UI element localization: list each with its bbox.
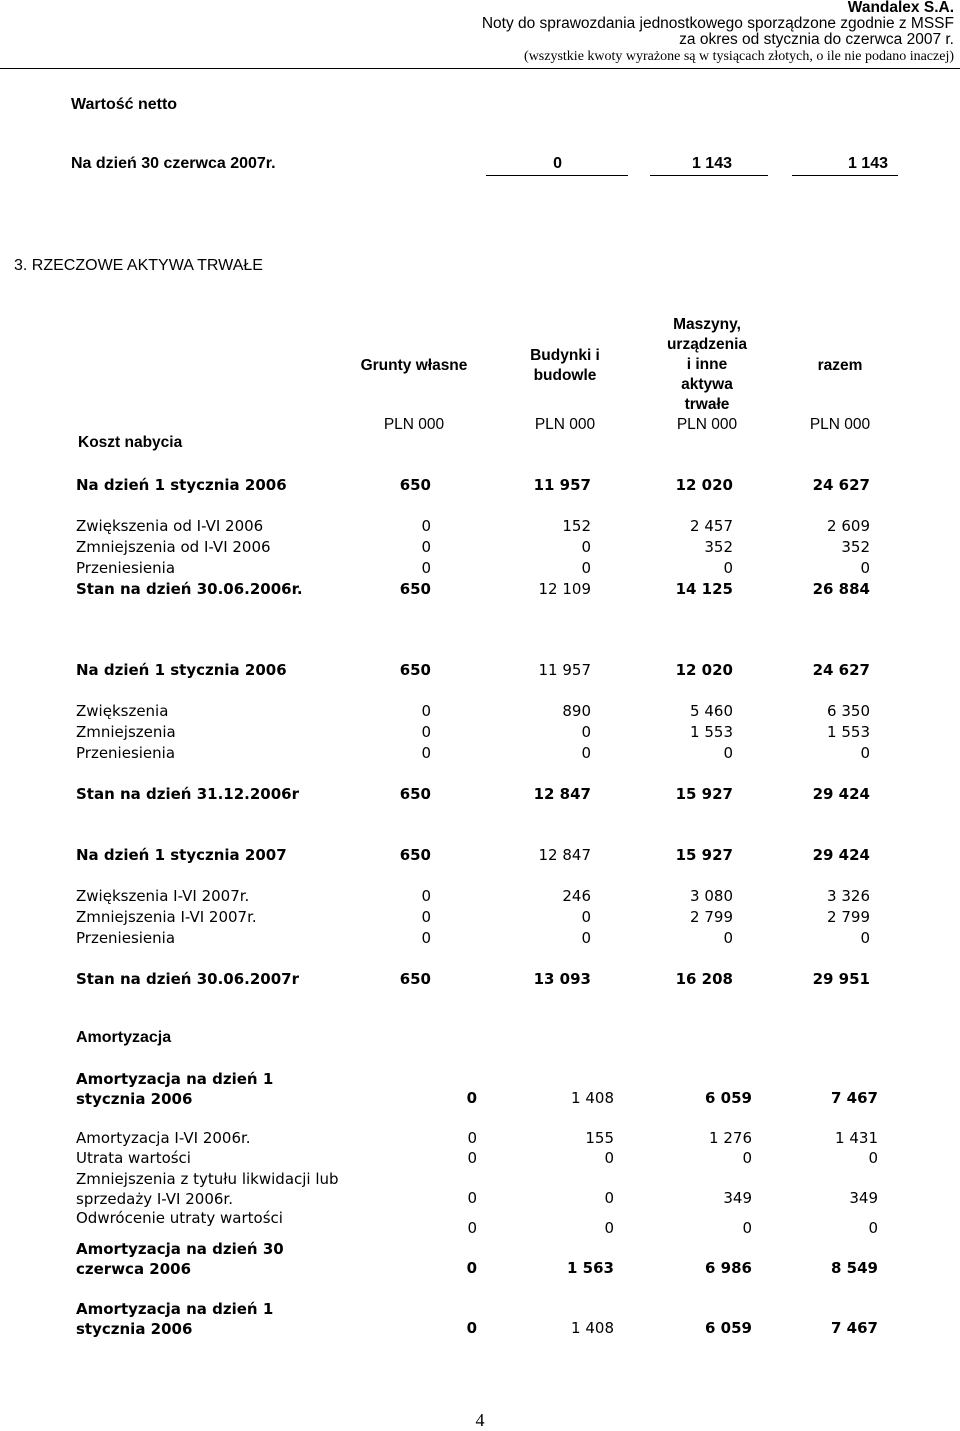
table-cell-col4: 0 — [860, 929, 870, 947]
table-cell-col4: 29 424 — [812, 785, 870, 803]
table-cell-col3: 14 125 — [675, 580, 733, 598]
table-cell-col4: 29 424 — [812, 846, 870, 864]
netto-value-1: 0 — [553, 155, 562, 172]
table-cell-col3: 12 020 — [675, 476, 733, 494]
table-cell-col1: 0 — [421, 538, 431, 556]
table-cell-col2: 11 957 — [538, 661, 591, 679]
col-header-budynki — [500, 346, 630, 386]
header-line-2: za okres od stycznia do czerwca 2007 r. — [679, 31, 954, 48]
table-row-label: Stan na dzień 30.06.2006r. — [76, 580, 303, 598]
table-row-label: Zmniejszenia I-VI 2007r. — [76, 908, 257, 926]
table-cell-col3: 15 927 — [675, 846, 733, 864]
amort-r1-col3: 1 276 — [709, 1129, 752, 1147]
amort-open1-col4: 7 467 — [831, 1089, 878, 1107]
header-line-3: (wszystkie kwoty wyrażone są w tysiącach złotych, o ile nie podano inaczej) — [524, 49, 954, 64]
amort-close-label — [76, 1239, 284, 1279]
netto-underline-1 — [486, 175, 628, 176]
col-header-budynki-line-1: Budynki i — [530, 347, 600, 364]
table-cell-col2: 12 847 — [533, 785, 591, 803]
table-cell-col3: 2 457 — [690, 517, 733, 535]
amort-open2-col4: 7 467 — [831, 1319, 878, 1337]
table-cell-col3: 0 — [723, 744, 733, 762]
table-cell-col1: 650 — [399, 661, 431, 679]
table-cell-col4: 0 — [860, 559, 870, 577]
table-cell-col3: 352 — [704, 538, 733, 556]
table-cell-col2: 890 — [562, 702, 591, 720]
table-row-label: Na dzień 1 stycznia 2006 — [76, 661, 287, 679]
table-cell-col3: 1 553 — [690, 723, 733, 741]
table-cell-col1: 0 — [421, 723, 431, 741]
amort-close-label-line-2: czerwca 2006 — [76, 1260, 192, 1278]
table-row-label: Zwiększenia od I-VI 2006 — [76, 517, 264, 535]
amort-r2-col3: 0 — [742, 1149, 752, 1167]
table-cell-col1: 650 — [399, 476, 431, 494]
table-cell-col4: 29 951 — [812, 970, 870, 988]
col-header-maszyny — [638, 315, 776, 415]
table-cell-col2: 0 — [581, 929, 591, 947]
table-cell-col1: 0 — [421, 517, 431, 535]
amort-r1-label: Amortyzacja I-VI 2006r. — [76, 1129, 251, 1147]
table-row-label: Na dzień 1 stycznia 2006 — [76, 476, 287, 494]
amort-r3-col2: 0 — [604, 1189, 614, 1207]
amort-open1-label — [76, 1069, 273, 1109]
netto-value-2: 1 143 — [691, 155, 732, 172]
table-cell-col2: 0 — [581, 723, 591, 741]
table-cell-col3: 5 460 — [690, 702, 733, 720]
company-name: Wandalex S.A. — [847, 0, 954, 16]
netto-underline-2 — [650, 175, 768, 176]
col-header-maszyny-line-2: urządzenia — [666, 336, 748, 353]
unit-razem: PLN 000 — [809, 416, 871, 433]
amort-open1-label-line-1: Amortyzacja na dzień 1 — [76, 1070, 274, 1088]
table-cell-col4: 24 627 — [812, 661, 870, 679]
amort-open2-col1: 0 — [466, 1319, 477, 1337]
amort-r3-col4: 349 — [849, 1189, 878, 1207]
page-number: 4 — [475, 1410, 485, 1430]
table-cell-col1: 0 — [421, 929, 431, 947]
amort-open2-label-line-1: Amortyzacja na dzień 1 — [76, 1300, 274, 1318]
table-cell-col1: 0 — [421, 887, 431, 905]
amort-r4-col4: 0 — [868, 1219, 878, 1237]
amort-r2-col2: 0 — [604, 1149, 614, 1167]
amort-r3-col1: 0 — [467, 1189, 477, 1207]
unit-maszyny: PLN 000 — [676, 416, 738, 433]
table-cell-col3: 0 — [723, 559, 733, 577]
amort-r3-label-line-2: sprzedaży I-VI 2006r. — [76, 1190, 233, 1208]
table-row-label: Na dzień 1 stycznia 2007 — [76, 846, 287, 864]
table-row-label: Zwiększenia — [76, 702, 169, 720]
table-row-label: Zmniejszenia — [76, 723, 176, 741]
table-cell-col2: 12 847 — [538, 846, 591, 864]
table-cell-col4: 6 350 — [827, 702, 870, 720]
amort-r3-label — [76, 1169, 339, 1209]
table-cell-col1: 650 — [399, 970, 431, 988]
table-row-label: Stan na dzień 31.12.2006r — [76, 785, 299, 803]
amort-open1-col3: 6 059 — [705, 1089, 752, 1107]
amort-r4-col3: 0 — [742, 1219, 752, 1237]
header-rule — [0, 68, 960, 69]
col-header-maszyny-line-1: Maszyny, — [673, 316, 741, 333]
unit-grunty: PLN 000 — [383, 416, 445, 433]
amort-close-col3: 6 986 — [705, 1259, 752, 1277]
table-cell-col1: 650 — [399, 846, 431, 864]
amort-close-label-line-1: Amortyzacja na dzień 30 — [76, 1240, 284, 1258]
amort-close-col2: 1 563 — [567, 1259, 614, 1277]
table-cell-col1: 0 — [421, 559, 431, 577]
amort-r2-label: Utrata wartości — [76, 1149, 191, 1167]
col-header-maszyny-line-3: i inne — [686, 356, 728, 373]
table-cell-col2: 152 — [562, 517, 591, 535]
amort-open2-label-line-2: stycznia 2006 — [76, 1320, 193, 1338]
netto-title: Wartość netto — [71, 96, 178, 113]
table-cell-col2: 12 109 — [538, 580, 591, 598]
table-cell-col2: 13 093 — [533, 970, 591, 988]
table-cell-col3: 2 799 — [690, 908, 733, 926]
amort-open1-col2: 1 408 — [571, 1089, 614, 1107]
table-cell-col2: 246 — [562, 887, 591, 905]
unit-budynki: PLN 000 — [534, 416, 596, 433]
amort-r1-col2: 155 — [585, 1129, 614, 1147]
amort-r2-col4: 0 — [868, 1149, 878, 1167]
table-cell-col3: 15 927 — [675, 785, 733, 803]
amort-close-col1: 0 — [466, 1259, 477, 1277]
table-cell-col3: 0 — [723, 929, 733, 947]
table-cell-col1: 0 — [421, 744, 431, 762]
table-cell-col4: 2 609 — [827, 517, 870, 535]
table-cell-col3: 16 208 — [675, 970, 733, 988]
table-cell-col3: 12 020 — [675, 661, 733, 679]
amort-title: Amortyzacja — [76, 1029, 172, 1046]
amort-open2-col3: 6 059 — [705, 1319, 752, 1337]
table-cell-col1: 650 — [399, 580, 431, 598]
table-row-label: Przeniesienia — [76, 559, 176, 577]
col-header-razem: razem — [817, 357, 863, 374]
amort-r4-col2: 0 — [604, 1219, 614, 1237]
table-cell-col1: 0 — [421, 908, 431, 926]
amort-r4-col1: 0 — [467, 1219, 477, 1237]
col-header-grunty: Grunty własne — [360, 357, 468, 374]
amort-r1-col1: 0 — [467, 1129, 477, 1147]
netto-row-label: Na dzień 30 czerwca 2007r. — [71, 155, 276, 172]
table-cell-col2: 0 — [581, 908, 591, 926]
amort-r3-label-line-1: Zmniejszenia z tytułu likwidacji lub — [76, 1170, 339, 1188]
amort-r2-col1: 0 — [467, 1149, 477, 1167]
amort-r1-col4: 1 431 — [835, 1129, 878, 1147]
amort-r3-col3: 349 — [723, 1189, 752, 1207]
table-cell-col4: 0 — [860, 744, 870, 762]
col-header-maszyny-line-4: aktywa — [681, 376, 733, 393]
table-cell-col3: 3 080 — [690, 887, 733, 905]
table-cell-col4: 3 326 — [827, 887, 870, 905]
amort-open2-label — [76, 1299, 273, 1339]
netto-value-3: 1 143 — [847, 155, 888, 172]
table-cell-col2: 11 957 — [533, 476, 591, 494]
table-cell-col4: 24 627 — [812, 476, 870, 494]
table-cell-col1: 0 — [421, 702, 431, 720]
table-cell-col2: 0 — [581, 538, 591, 556]
table-cell-col1: 650 — [399, 785, 431, 803]
table-row-label: Przeniesienia — [76, 744, 176, 762]
table-cell-col4: 1 553 — [827, 723, 870, 741]
table-cell-col4: 26 884 — [812, 580, 870, 598]
col-header-maszyny-line-5: trwałe — [684, 396, 730, 413]
amort-open1-col1: 0 — [466, 1089, 477, 1107]
table-row-label: Przeniesienia — [76, 929, 176, 947]
amort-open2-col2: 1 408 — [571, 1319, 614, 1337]
amort-open1-label-line-2: stycznia 2006 — [76, 1090, 193, 1108]
table-row-label: Zwiększenia I-VI 2007r. — [76, 887, 250, 905]
section-title: 3. RZECZOWE AKTYWA TRWAŁE — [14, 257, 263, 274]
row-label-header: Koszt nabycia — [78, 434, 183, 451]
netto-underline-3 — [792, 175, 898, 176]
amort-close-col4: 8 549 — [831, 1259, 878, 1277]
table-row-label: Stan na dzień 30.06.2007r — [76, 970, 299, 988]
table-row-label: Zmniejszenia od I-VI 2006 — [76, 538, 271, 556]
col-header-budynki-line-2: budowle — [533, 367, 597, 384]
table-cell-col2: 0 — [581, 744, 591, 762]
table-cell-col4: 352 — [841, 538, 870, 556]
header-line-1: Noty do sprawozdania jednostkowego sporządzone zgodnie z MSSF — [481, 15, 954, 32]
amort-r4-label: Odwrócenie utraty wartości — [76, 1209, 283, 1227]
table-cell-col2: 0 — [581, 559, 591, 577]
table-cell-col4: 2 799 — [827, 908, 870, 926]
